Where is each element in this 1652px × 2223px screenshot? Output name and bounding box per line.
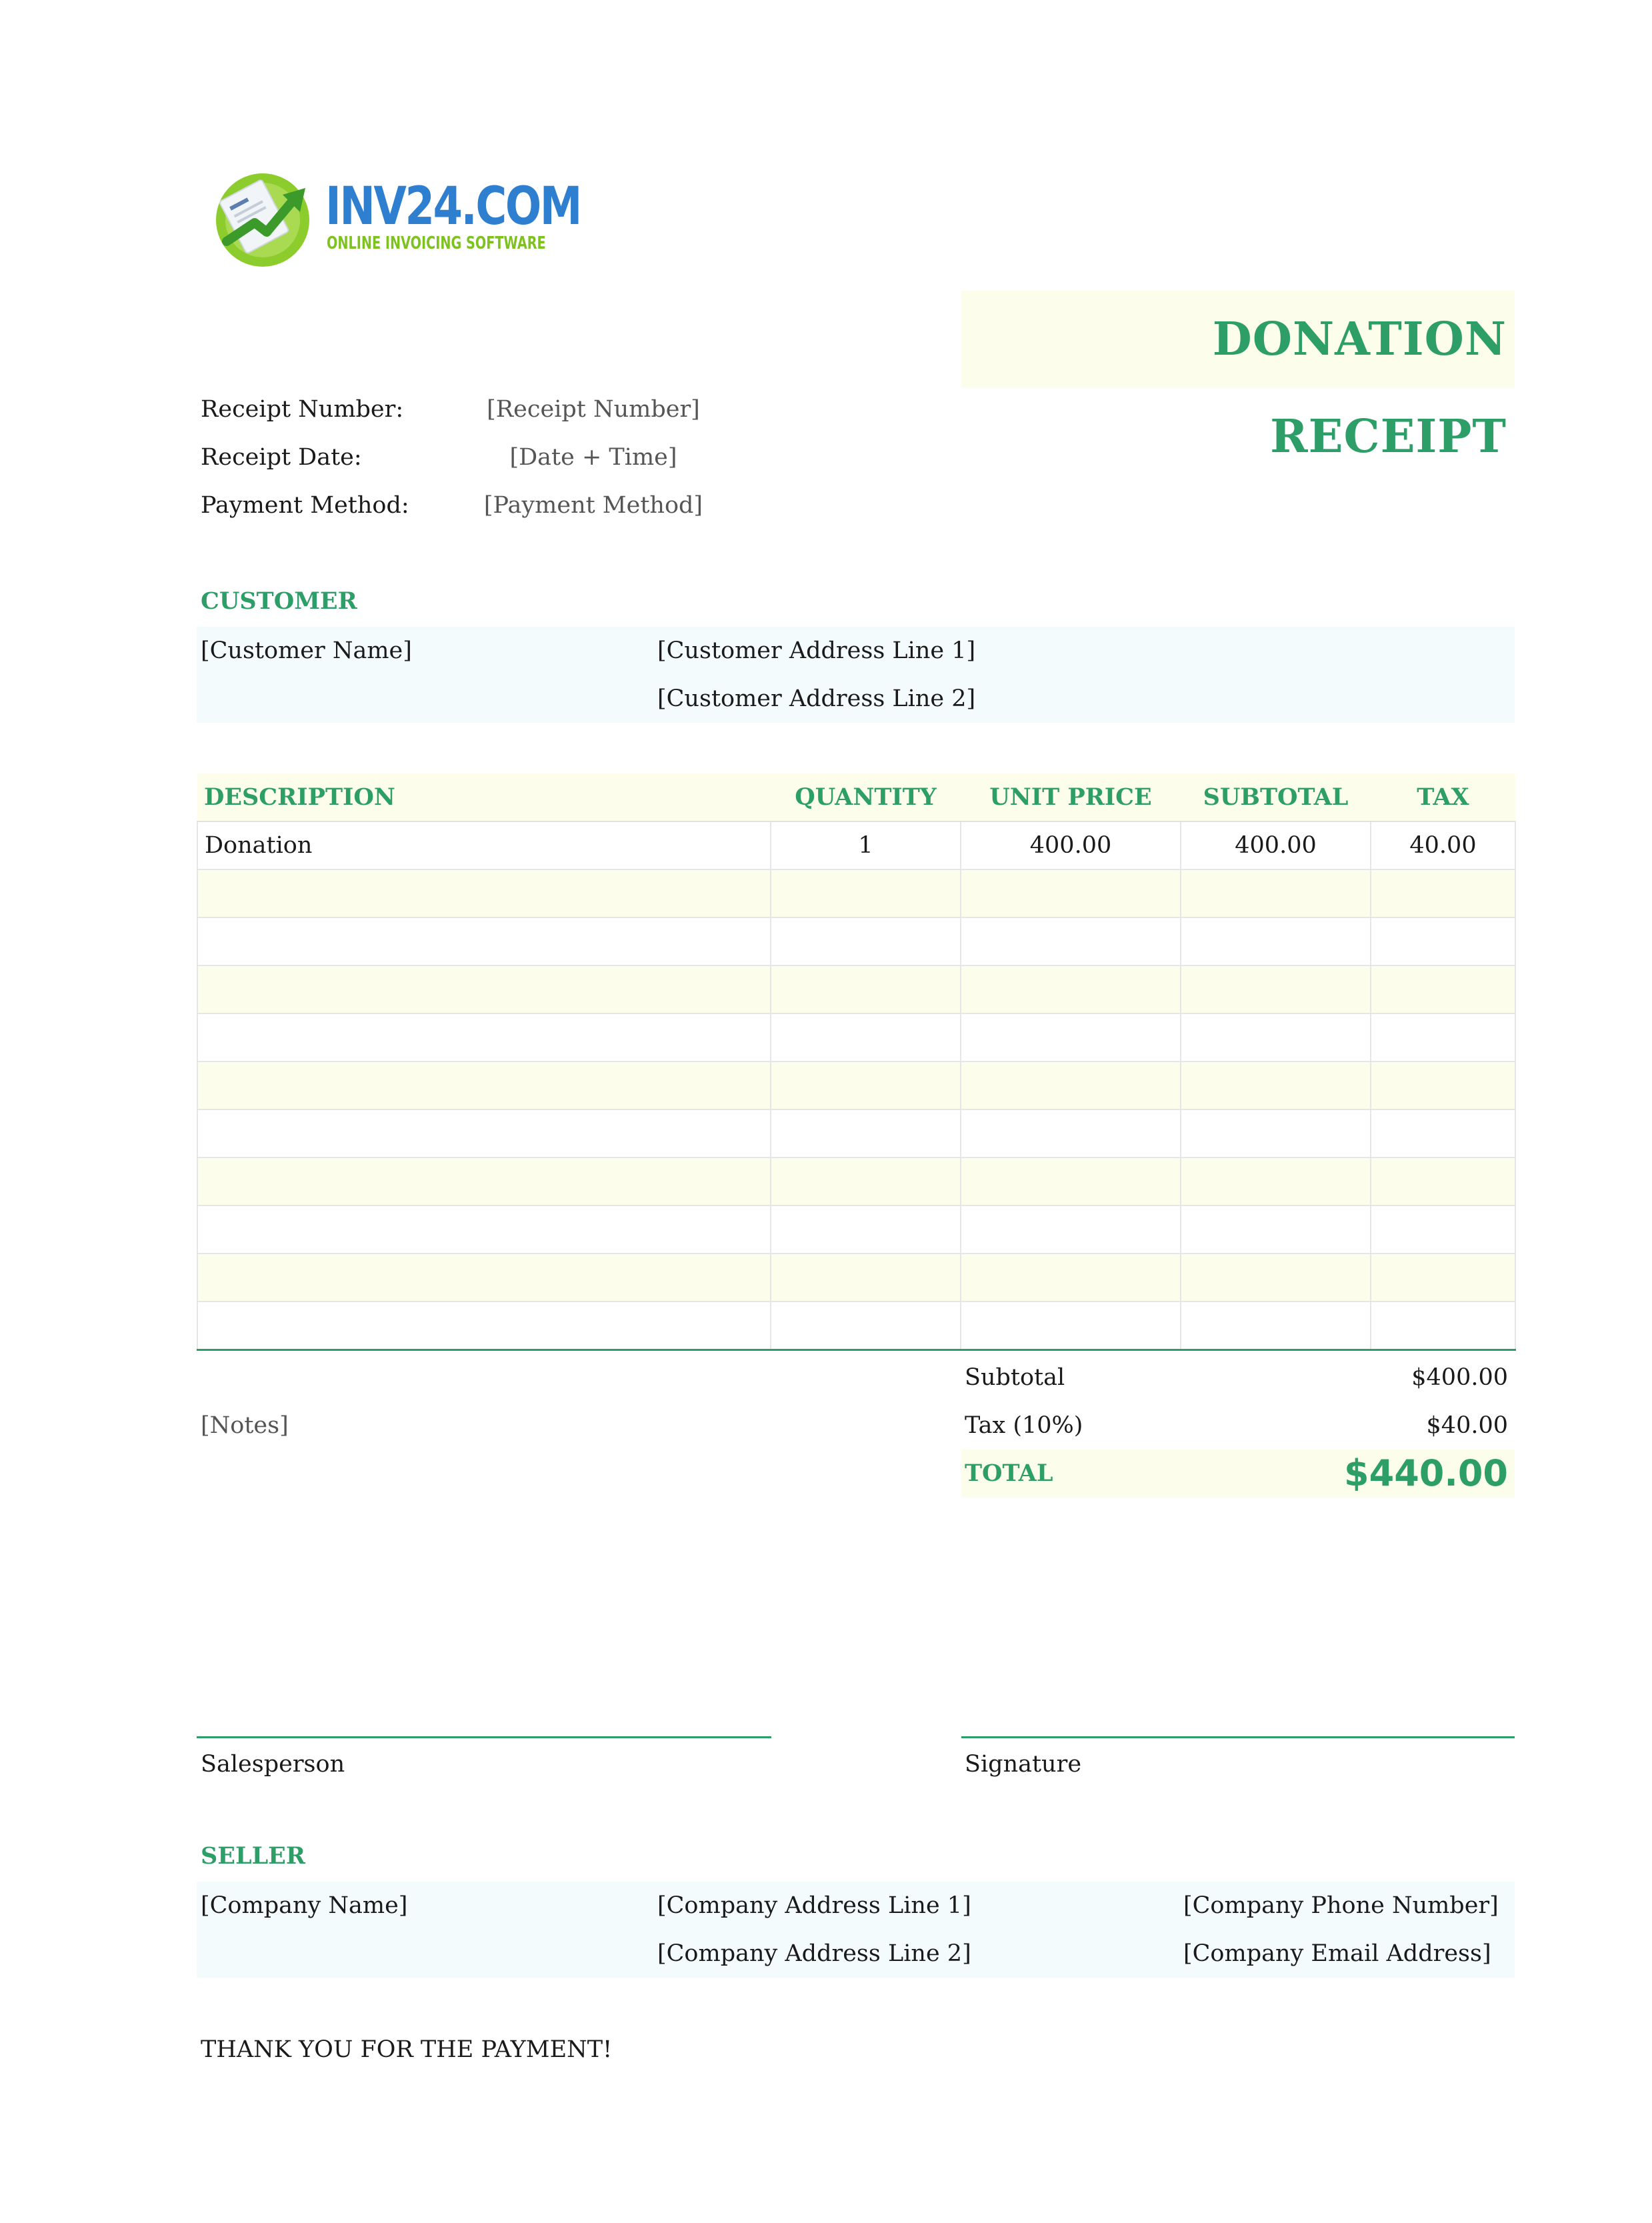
cell-description: [197, 917, 771, 965]
cell-quantity: [771, 1109, 961, 1158]
cell-subtotal: [1181, 1206, 1371, 1254]
cell-quantity: [771, 917, 961, 965]
logo-brand-name: INV24.COM: [325, 177, 581, 237]
notes: [Notes]: [201, 1412, 289, 1439]
tax-value: $40.00: [1426, 1412, 1508, 1439]
table-row: [197, 1013, 1515, 1061]
table-row: [197, 917, 1515, 965]
cell-tax: [1371, 917, 1515, 965]
cell-unit-price: 400.00: [961, 821, 1181, 869]
cell-quantity: [771, 1013, 961, 1061]
signature-label: Signature: [965, 1751, 1082, 1778]
cell-unit-price: [961, 869, 1181, 917]
receipt-number-label: Receipt Number:: [201, 396, 404, 423]
cell-tax: [1371, 1158, 1515, 1206]
company-phone: [Company Phone Number]: [1183, 1892, 1499, 1919]
salesperson-label: Salesperson: [201, 1751, 345, 1778]
cell-quantity: [771, 1158, 961, 1206]
cell-description: [197, 1206, 771, 1254]
customer-name: [Customer Name]: [201, 637, 412, 664]
tax-label: Tax (10%): [965, 1412, 1083, 1439]
cell-tax: [1371, 1061, 1515, 1109]
title-banner: [961, 291, 1515, 463]
cell-description: [197, 1254, 771, 1302]
cell-subtotal: [1181, 1013, 1371, 1061]
signature-line: [961, 1736, 1515, 1738]
cell-unit-price: [961, 1158, 1181, 1206]
logo-emblem-icon: [215, 168, 315, 268]
company-address-line1: [Company Address Line 1]: [657, 1892, 971, 1919]
items-table: [197, 773, 1516, 1351]
table-row: [197, 1254, 1515, 1302]
customer-address-line2: [Customer Address Line 2]: [657, 685, 976, 712]
total-label: TOTAL: [965, 1460, 1053, 1487]
company-name: [Company Name]: [201, 1892, 408, 1919]
cell-subtotal: [1181, 1254, 1371, 1302]
col-header-description: DESCRIPTION: [197, 773, 771, 821]
cell-description: [197, 965, 771, 1013]
cell-description: [197, 1302, 771, 1350]
subtotal-value: $400.00: [1411, 1364, 1508, 1391]
cell-subtotal: [1181, 869, 1371, 917]
receipt-number-value: [Receipt Number]: [487, 396, 700, 423]
cell-description: Donation: [197, 821, 771, 869]
total-value: $440.00: [1344, 1452, 1508, 1494]
cell-tax: [1371, 965, 1515, 1013]
table-row: [197, 869, 1515, 917]
cell-description: [197, 1158, 771, 1206]
seller-heading: SELLER: [201, 1842, 305, 1870]
cell-subtotal: [1181, 1061, 1371, 1109]
subtotal-label: Subtotal: [965, 1364, 1065, 1391]
cell-subtotal: [1181, 917, 1371, 965]
col-header-quantity: QUANTITY: [771, 773, 961, 821]
cell-description: [197, 1013, 771, 1061]
cell-quantity: [771, 965, 961, 1013]
cell-unit-price: [961, 965, 1181, 1013]
cell-tax: 40.00: [1371, 821, 1515, 869]
table-row: [197, 1158, 1515, 1206]
cell-tax: [1371, 869, 1515, 917]
table-row: [197, 965, 1515, 1013]
company-logo: [215, 168, 315, 268]
cell-quantity: [771, 869, 961, 917]
payment-method-value: [Payment Method]: [483, 492, 703, 519]
cell-tax: [1371, 1254, 1515, 1302]
cell-unit-price: [961, 1302, 1181, 1350]
cell-unit-price: [961, 1109, 1181, 1158]
page-title: DONATION RECEIPT: [1212, 313, 1507, 463]
cell-tax: [1371, 1302, 1515, 1350]
cell-quantity: [771, 1061, 961, 1109]
customer-address-line1: [Customer Address Line 1]: [657, 637, 976, 664]
col-header-subtotal: SUBTOTAL: [1181, 773, 1371, 821]
cell-subtotal: [1181, 1302, 1371, 1350]
payment-method-label: Payment Method:: [201, 492, 409, 519]
cell-unit-price: [961, 1013, 1181, 1061]
customer-heading: CUSTOMER: [201, 587, 357, 615]
receipt-date-label: Receipt Date:: [201, 444, 362, 471]
table-header-row: [197, 773, 1515, 821]
cell-unit-price: [961, 1061, 1181, 1109]
salesperson-line: [197, 1736, 771, 1738]
cell-tax: [1371, 1109, 1515, 1158]
logo-tagline: ONLINE INVOICING SOFTWARE: [327, 233, 546, 253]
receipt-date-value: [Date + Time]: [509, 444, 677, 471]
cell-subtotal: [1181, 1158, 1371, 1206]
cell-description: [197, 1061, 771, 1109]
col-header-unit-price: UNIT PRICE: [961, 773, 1181, 821]
col-header-tax: TAX: [1371, 773, 1515, 821]
cell-quantity: [771, 1206, 961, 1254]
cell-quantity: 1: [771, 821, 961, 869]
cell-description: [197, 1109, 771, 1158]
table-row: [197, 1302, 1515, 1350]
cell-unit-price: [961, 1206, 1181, 1254]
table-row: [197, 821, 1515, 869]
cell-unit-price: [961, 1254, 1181, 1302]
cell-subtotal: 400.00: [1181, 821, 1371, 869]
cell-subtotal: [1181, 965, 1371, 1013]
cell-tax: [1371, 1206, 1515, 1254]
cell-quantity: [771, 1302, 961, 1350]
company-address-line2: [Company Address Line 2]: [657, 1940, 971, 1967]
cell-tax: [1371, 1013, 1515, 1061]
table-row: [197, 1061, 1515, 1109]
cell-description: [197, 869, 771, 917]
cell-subtotal: [1181, 1109, 1371, 1158]
company-email: [Company Email Address]: [1183, 1940, 1491, 1967]
cell-unit-price: [961, 917, 1181, 965]
cell-quantity: [771, 1254, 961, 1302]
table-row: [197, 1206, 1515, 1254]
thank-you-message: THANK YOU FOR THE PAYMENT!: [201, 2036, 613, 2063]
table-row: [197, 1109, 1515, 1158]
